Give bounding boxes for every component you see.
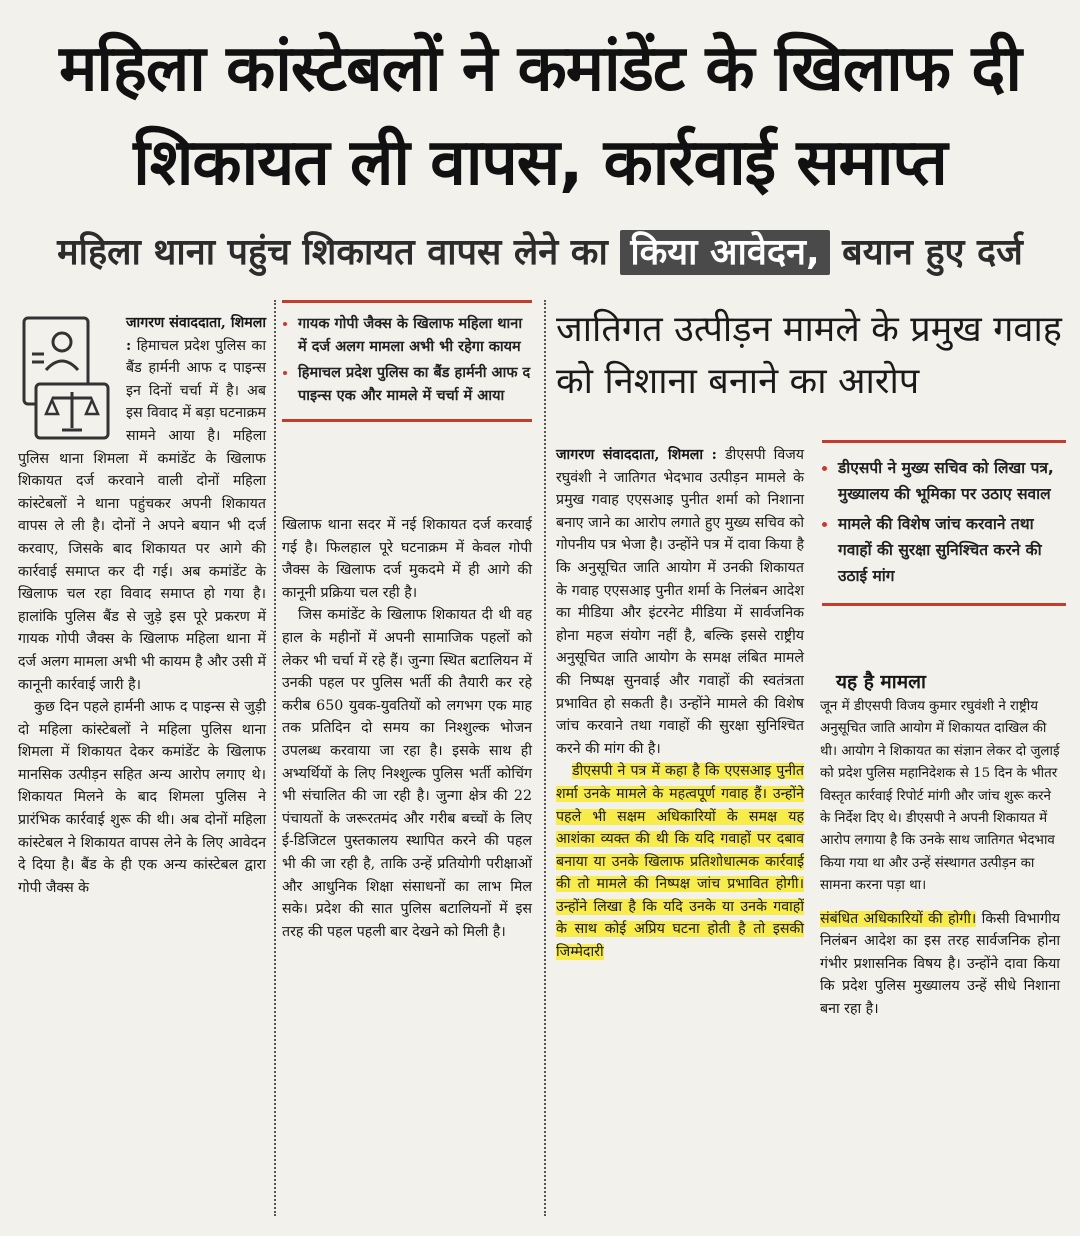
info-box-text: जून में डीएसपी विजय कुमार रघुवंशी ने राष्ट्रीय अनुसूचित जाति आयोग में शिकायत दाखिल की थी। आयोग ने शिकायत का संज्ञान लेकर दो जुलाई को प्रदेश पुलिस महानिदेशक से 15 दिन के भीतर विस्तृत कार्रवाई रिपोर्ट मांगी और जांच शुरू करने के निर्देश दिए थे। डीएसपी ने अपनी शिकायत में आरोप लगाया है कि उनके साथ जातिगत भेदभाव किया गया था और उन्हें संस्थागत उत्पीड़न का सामना करना पड़ा था। [820, 699, 1060, 894]
main-paragraph-3: खिलाफ थाना सदर में नई शिकायत दर्ज करवाई गई है। फिलहाल पूरे घटनाक्रम में केवल गोपी जैक्स के खिलाफ दर्ज मुकदमे में ही आगे की कानूनी प्रक्रिया चल रही है। [282, 517, 532, 601]
side-paragraph-1: डीएसपी विजय रघुवंशी ने जातिगत भेदभाव उत्पीड़न मामले के प्रमुख गवाह एएसआइ पुनीत शर्मा को निशाना बनाए जाने का आरोप लगाते हुए मुख्य सचिव को गोपनीय पत्र भेजा है। उन्होंने पत्र में दावा किया है कि अनुसूचित जाति आयोग में उनकी शिकायत के गवाह एएसआइ पुनीत शर्मा के निलंबन आदेश का मीडिया और इंटरनेट मीडिया में सार्वजनिक होना महज संयोग नहीं है, बल्कि इससे राष्ट्रीय अनुसूचित जाति आयोग के समक्ष लंबित मामले की निष्पक्ष सुनवाई और गवाहों की स्वतंत्रता प्रभावित हो सकती है। उन्होंने मामले की विशेष जांच करवाने तथा गवाहों की सुरक्षा सुनिश्चित करने की मांग की है। [556, 447, 804, 757]
subhead-after: बयान हुए दर्ज [842, 232, 1023, 273]
subheadline [14, 222, 1066, 288]
pullquote-item: • हिमाचल प्रदेश पुलिस का बैंड हार्मनी आफ द पाइन्स एक और मामले में चर्चा में आया [298, 362, 532, 407]
side-byline: जागरण संवाददाता, शिमला : [556, 447, 717, 463]
column-divider [544, 300, 546, 1216]
side-paragraph-2-rest: किसी विभागीय निलंबन आदेश का इस तरह सार्वजनिक होना गंभीर प्रशासनिक विषय है। उन्होंने दावा किया कि प्रदेश पुलिस मुख्यालय उन्हें सीधे निशाना बना रहा है। [820, 910, 1060, 1018]
side-article-column [556, 444, 804, 964]
side-highlight-end: संबंधित अधिकारियों की होगी। [820, 910, 977, 927]
subhead-before: महिला थाना पहुंच शिकायत वापस लेने का [57, 232, 608, 273]
legal-document-icon [18, 314, 118, 442]
subhead-boxed: किया आवेदन, [620, 230, 829, 275]
info-box [820, 696, 1060, 1021]
main-article-column-1 [18, 312, 266, 899]
main-pullquote [282, 300, 532, 422]
main-paragraph-2: कुछ दिन पहले हार्मनी आफ द पाइन्स से जुड़ी दो महिला कांस्टेबलों ने महिला पुलिस थाना शिमला में शिकायत देकर कमांडेंट के खिलाफ मानसिक उत्पीड़न सहित अन्य आरोप लगाए थे। शिकायत मिलने के बाद शिमला पुलिस ने प्रारंभिक कार्रवाई शुरू की थी। अब दोनों महिला कांस्टेबल ने शिकायत वापस लेने के लिए आवेदन दे दिया है। बैंड के ही एक अन्य कांस्टेबल द्वारा गोपी जैक्स के [18, 699, 266, 896]
side-highlighted-text: डीएसपी ने पत्र में कहा है कि एएसआइ पुनीत शर्मा उनके मामले के महत्वपूर्ण गवाह हैं। उन्होंने पहले भी सक्षम अधिकारियों के समक्ष यह आशंका व्यक्त की थी कि यदि गवाहों पर दबाव बनाया या उनके खिलाफ प्रतिशोधात्मक कार्रवाई की तो मामले की निष्पक्ष जांच प्रभावित होगी। उन्होंने लिखा है कि यदि उनके या उनके गवाहों के साथ कोई अप्रिय घटना होती है तो इसकी जिम्मेदारी [556, 763, 804, 961]
side-headline: जातिगत उत्पीड़न मामले के प्रमुख गवाह को निशाना बनाने का आरोप [556, 309, 1062, 402]
info-box-title: यह है मामला [836, 671, 926, 693]
main-paragraph-1: हिमाचल प्रदेश पुलिस का बैंड हार्मनी आफ द पाइन्स इन दिनों चर्चा में है। अब इस विवाद में बड़ा घटनाक्रम सामने आया है। महिला पुलिस थाना शिमला में कमांडेंट के खिलाफ शिकायत दर्ज करवाने वाली दोनों महिला कांस्टेबलों ने थाना पहुंचकर अपनी शिकायत वापस ले ली है। दोनों ने अपने बयान भी दर्ज करवाए, जिसके बाद शिकायत पर आगे की कार्रवाई समाप्त कर दी गई। अब कमांडेंट के खिलाफ चल रहा विवाद समाप्त हो गया है। हालांकि पुलिस बैंड से जुड़े इस पूरे प्रकरण में गायक गोपी जैक्स के खिलाफ महिला थाना में दर्ज अलग मामला अभी भी कायम है और उसी में कानूनी कार्रवाई जारी है। [18, 337, 266, 693]
column-divider [274, 300, 276, 1216]
pullquote-item: • मामले की विशेष जांच करवाने तथा गवाहों की सुरक्षा सुनिश्चित करने की उठाई मांग [838, 511, 1066, 589]
pullquote-item: • डीएसपी ने मुख्य सचिव को लिखा पत्र, मुख्यालय की भूमिका पर उठाए सवाल [838, 455, 1066, 507]
headline: महिला कांस्टेबलों ने कमांडेंट के खिलाफ दी शिकायत ली वापस, कार्रवाई समाप्त [59, 32, 1021, 200]
pullquote-item: • गायक गोपी जैक्स के खिलाफ महिला थाना में दर्ज अलग मामला अभी भी रहेगा कायम [298, 313, 532, 358]
main-article-column-2 [282, 514, 532, 943]
side-pullquote [822, 440, 1066, 606]
main-paragraph-4: जिस कमांडेंट के खिलाफ शिकायत दी थी वह हाल के महीनों में अपनी सामाजिक पहलों को लेकर भी चर्चा में रहे हैं। जुन्गा स्थित बटालियन में उनकी पहल पर पुलिस भर्ती की तैयारी कर रहे करीब 650 युवक-युवतियों को लगभग एक माह तक प्रतिदिन दो समय का निश्शुल्क भोजन उपलब्ध करवाया जा रहा है। इसके साथ ही अभ्यर्थियों के लिए निश्शुल्क पुलिस भर्ती कोचिंग भी संचालित की जा रही है। जुन्गा क्षेत्र की 22 पंचायतों के जरूरतमंद और गरीब बच्चों के लिए ई-डिजिटल पुस्तकालय स्थापित करने की पहल भी की जा रही है, ताकि उन्हें प्रतियोगी परीक्षाओं और आधुनिक शिक्षा संसाधनों का लाभ मिल सके। प्रदेश की सात पुलिस बटालियनों में इस तरह की पहल पहली बार देखने को मिली है। [282, 607, 532, 940]
byline: जागरण संवाददाता, शिमला : [126, 315, 266, 354]
